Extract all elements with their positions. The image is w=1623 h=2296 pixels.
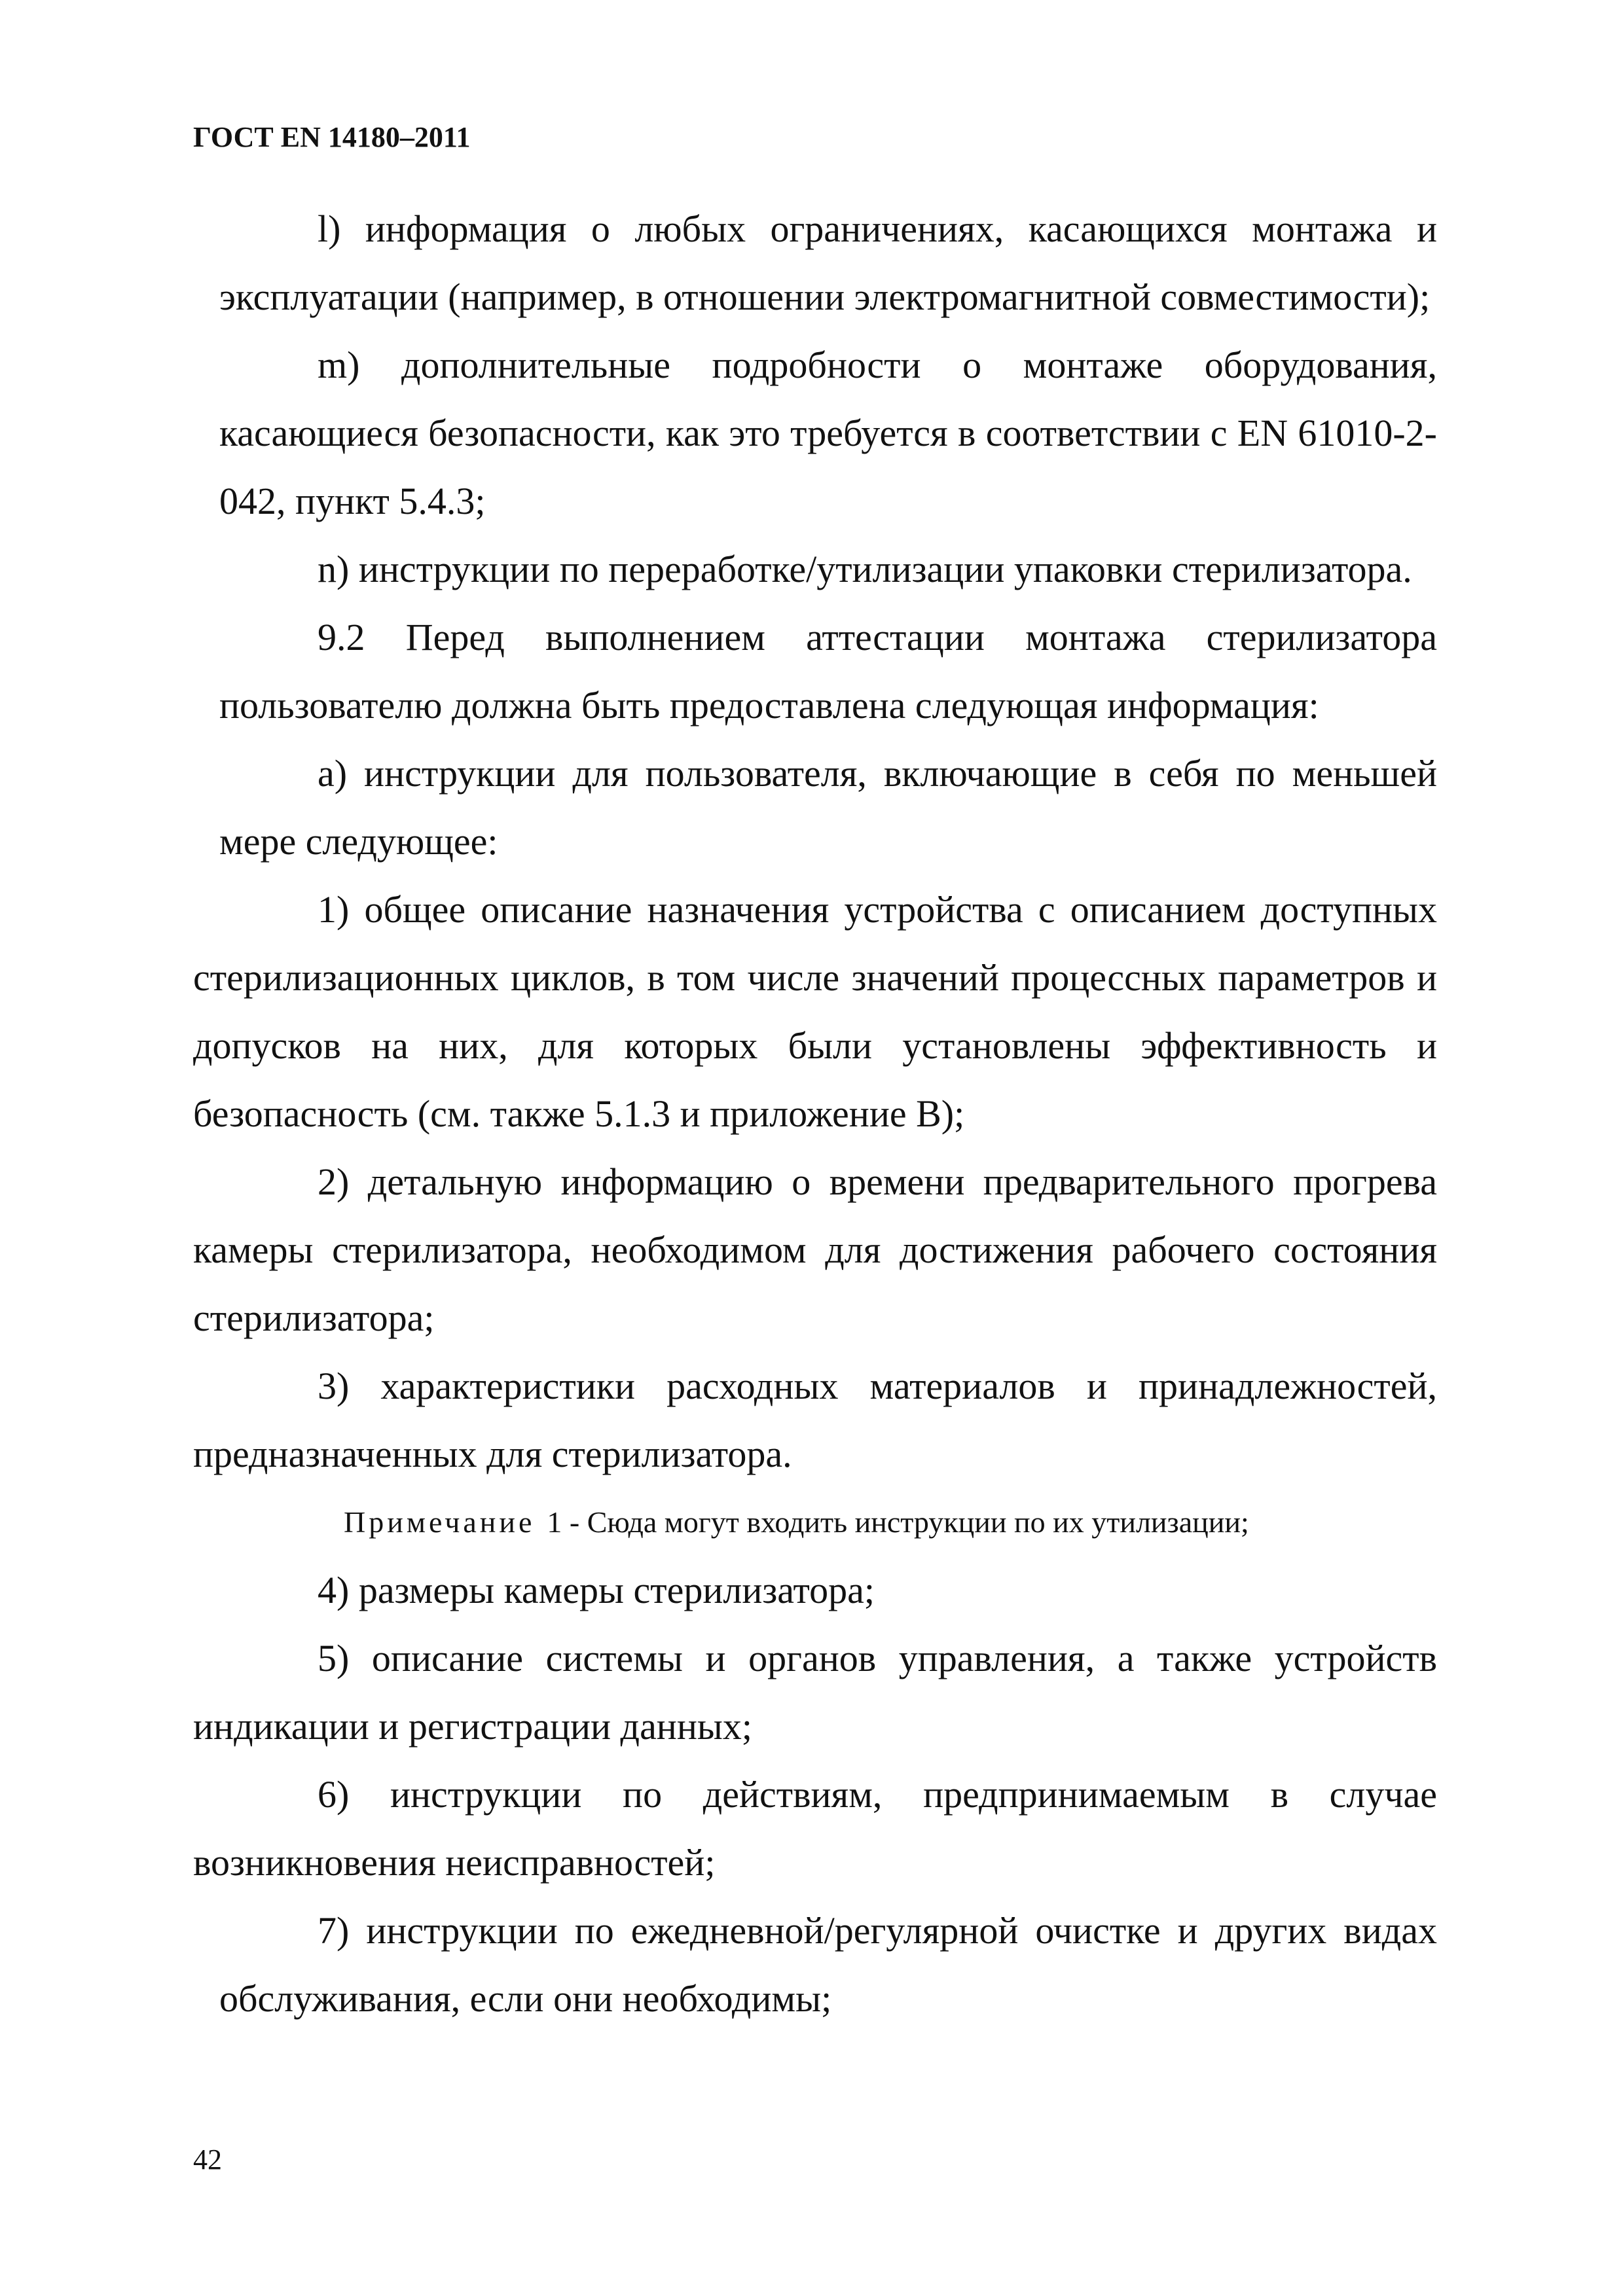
list-item-m: m) дополнительные подробности о монтаже оборудования, касающиеся безопасности, как это требуется в соответствии с EN 61010-2-042, пункт 5.4.3; (219, 344, 1437, 522)
note (193, 1488, 1437, 1556)
sub-item-2: 2) детальную информацию о времени предварительного прогрева камеры стерилизатора, необходимом для достижения рабочего состояния стерилизатора; (193, 1160, 1437, 1339)
sub-item-6: 6) инструкции по действиям, предпринимаемым в случае возникновения неисправностей; (193, 1773, 1437, 1884)
sub-item-1: 1) общее описание назначения устройства с описанием доступных стерилизационных циклов, в том числе значений процессных параметров и допусков на них, для которых были установлены эффективность и безопасность (см. также 5.1.3 и приложение В); (193, 888, 1437, 1135)
sub-item-5: 5) описание системы и органов управления, а также устройств индикации и регистрации данных; (193, 1637, 1437, 1748)
sub-item-3: 3) характеристики расходных материалов и принадлежностей, предназначенных для стерилизатора. (193, 1365, 1437, 1475)
note-label: Примечание (344, 1505, 536, 1539)
list-item-a: a) инструкции для пользователя, включающие в себя по меньшей мере следующее: (219, 752, 1437, 863)
clause-9-2: 9.2 Перед выполнением аттестации монтажа стерилизатора пользователю должна быть предоставлена следующая информация: (219, 616, 1437, 726)
document-header: ГОСТ EN 14180–2011 (193, 121, 471, 153)
document-body (193, 195, 1437, 2033)
list-item-l: l) информация о любых ограничениях, касающихся монтажа и эксплуатации (например, в отношении электромагнитной совместимости); (219, 207, 1437, 318)
page-number: 42 (193, 2144, 222, 2176)
note-text: 1 - Сюда могут входить инструкции по их утилизации; (547, 1505, 1249, 1539)
sub-item-7: 7) инструкции по ежедневной/регулярной очистке и других видах обслуживания, если они необходимы; (219, 1909, 1437, 2020)
list-item-n: n) инструкции по переработке/утилизации упаковки стерилизатора. (318, 548, 1412, 590)
sub-item-4: 4) размеры камеры стерилизатора; (318, 1569, 875, 1611)
